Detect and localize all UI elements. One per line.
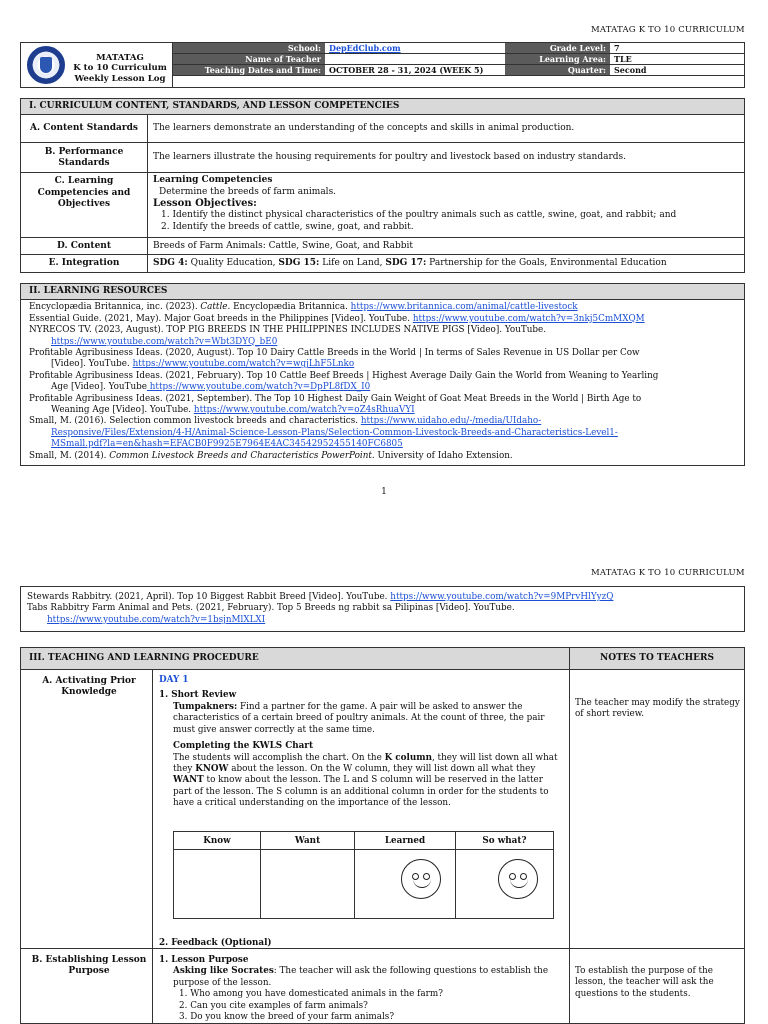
competencies-row [21, 173, 744, 238]
kwls-instructions: The students will accomplish the chart. On the K column, they will list down all what they KNOW about the lesson. On the W column, they will list down all what they WANT to know about the lesson. The L and S column will be reserved in the latter part of the lesson. The S column is an additional column in order for the students to have a critical understanding on the importance of the lesson. [173, 752, 558, 809]
grade-label: Grade Level: [505, 43, 610, 53]
integration-value: SDG 4: Quality Education, SDG 15: Life on Land, SDG 17: Partnership for the Goals, Environmental Education [153, 258, 667, 269]
notes-title: NOTES TO TEACHERS [600, 653, 714, 663]
quarter-label: Quarter: [505, 65, 610, 75]
competencies-title: Learning Competencies [153, 175, 273, 186]
establishing-purpose-label: B. Establishing Lesson Purpose [31, 955, 147, 977]
activating-content [159, 675, 564, 810]
kwls-header-want: Want [261, 832, 355, 850]
question-1: 1. Who among you have domesticated animals in the farm? [179, 989, 443, 1000]
performance-standards-row [21, 143, 744, 173]
resource-item: NYRECOS TV. (2023, August). TOP PIG BREEDS IN THE PHILIPPINES INCLUDES NATIVE PIGS [Video]. YouTube. [29, 325, 547, 336]
header-row-teacher [173, 54, 744, 65]
organization-name: MATATAG K to 10 Curriculum Weekly Lesson Log [73, 53, 167, 84]
competencies-label: C. Learning Competencies and Objectives [21, 173, 148, 237]
objectives-title: Lesson Objectives: [153, 197, 257, 209]
procedure-header-row [21, 648, 744, 670]
day-label: DAY 1 [159, 675, 189, 685]
section1-title: I. CURRICULUM CONTENT, STANDARDS, AND LESSON COMPETENCIES [21, 99, 744, 115]
curriculum-content-section [20, 98, 745, 273]
question-3: 3. Do you know the breed of your farm animals? [179, 1012, 395, 1023]
performance-standards-value: The learners illustrate the housing requirements for poultry and livestock based on industry standards. [153, 152, 627, 163]
smiley-face-icon [401, 859, 441, 899]
content-value: Breeds of Farm Animals: Cattle, Swine, Goat, and Rabbit [153, 240, 414, 251]
grade-value: 7 [614, 43, 620, 53]
competency-text: Determine the breeds of farm animals. [159, 186, 337, 197]
curriculum-header: MATATAG K TO 10 CURRICULUM [591, 25, 745, 35]
socrates-text: Asking like Socrates: The teacher will ask the following questions to establish the purpose of the lesson. [173, 966, 549, 988]
content-label: D. Content [21, 238, 148, 254]
activating-note: The teacher may modify the strategy of short review. [575, 698, 740, 720]
header-row-blank [173, 76, 744, 87]
dates-label: Teaching Dates and Time: [173, 65, 325, 75]
smiley-face-icon [498, 859, 538, 899]
resource-item: Small, M. (2014). Common Livestock Breeds and Characteristics PowerPoint. University of Idaho Extension. [29, 450, 513, 461]
header-row-dates [173, 65, 744, 76]
area-label: Learning Area: [505, 54, 610, 64]
short-review-title: 1. Short Review [159, 690, 237, 701]
activating-prior-knowledge-label: A. Activating Prior Knowledge [42, 676, 136, 698]
curriculum-header-page2: MATATAG K TO 10 CURRICULUM [591, 568, 745, 578]
teaching-procedure-table [20, 647, 745, 1024]
kwls-header-sowhat: So what? [456, 832, 553, 850]
dates-value: OCTOBER 28 - 31, 2024 (WEEK 5) [329, 65, 484, 75]
competencies-value [148, 173, 744, 237]
resources-list: Encyclopædia Britannica, inc. (2023). Cattle. Encyclopædia Britannica. https://www.britannica.com/animal/cattle-livestock Essential Guide. (2021, May). Major Goat breeds in the Philippines [Video]. YouTube. https://www.youtube.com/watch?v=3nkj5CmMXQM NYRECOS TV. (2023, August). TOP PIG BREEDS IN THE PHILIPPINES INCLUDES NATIVE PIGS [Video]. YouTube. https://www.youtube.com/watch?v=Wbt3DYQ_bE0 Profitable Agribusiness Ideas. (2020, August). Top 10 Dairy Cattle Breeds in the World | In terms of Sales Revenue in US Dollar per Cow [Video]. YouTube. https://www.youtube.com/watch?v=wgjLhF5Lnko Profitable Agribusiness Ideas. (2021, February). Top 10 Cattle Beef Breeds | Highest Average Daily Gain the World from Weaning to Yearling Age [Video]. YouTube https://www.youtube.com/watch?v=DpPL8fDX_I0 Profitable Agribusiness Ideas. (2021, September). The Top 10 Highest Daily Gain Weight of Goat Meat Breeds in the World | Birth Age to Weaning Age [Video]. YouTube. https://www.youtube.com/watch?v=oZ4sRhuaVYI Small, M. (2016). Selection common livestock breeds and characteristics. https://www.uidaho.edu/-/media/UIdaho- Responsive/Files/Extension/4-H/Animal-Science-Lesson-Plans/Selection-Common-Livestock-Breeds-and-Characteristics-Level1- MSmall.pdf?la=en&hash=EFACB0F9925E7964E4AC34542952455140FC6805 Small, M. (2014). Common Livestock Breeds and Characteristics PowerPoint. University of Idaho Extension. [21, 300, 744, 465]
kwls-title: Completing the KWLS Chart [173, 741, 314, 752]
resource-item: Essential Guide. (2021, May). Major Goat breeds in the Philippines [Video]. YouTube. https://www.youtube.com/watch?v=3nkj5CmMXQM [29, 313, 645, 324]
establishing-note: To establish the purpose of the lesson, the teacher will ask the questions to the students. [575, 966, 714, 999]
feedback-title: 2. Feedback (Optional) [159, 938, 272, 948]
deped-seal-icon [27, 46, 65, 84]
quarter-value: Second [614, 65, 647, 75]
establishing-content [159, 955, 564, 1024]
kwls-header-learned: Learned [355, 832, 456, 850]
question-2: 2. Can you cite examples of farm animals? [179, 1000, 368, 1011]
procedure-title: III. TEACHING AND LEARNING PROCEDURE [29, 653, 259, 663]
performance-standards-label: B. Performance Standards [21, 143, 148, 172]
objective-1: 1. Identify the distinct physical characteristics of the poultry animals such as cattle, swine, goat, and rabbit; and [161, 210, 677, 221]
resource-item: Profitable Agribusiness Ideas. (2021, September). The Top 10 Highest Daily Gain Weight of Goat Meat Breeds in the World | Birth Age to [29, 393, 642, 404]
section2-title: II. LEARNING RESOURCES [21, 284, 744, 300]
objective-2: 2. Identify the breeds of cattle, swine, goat, and rabbit. [161, 221, 414, 232]
teacher-label: Name of Teacher [173, 54, 325, 64]
content-standards-label: A. Content Standards [21, 115, 148, 142]
resource-item: Profitable Agribusiness Ideas. (2021, February). Top 10 Cattle Beef Breeds | Highest Average Daily Gain the World from Weaning to Yearling [29, 370, 659, 381]
lesson-log-header-table [20, 42, 745, 88]
resource-item: Profitable Agribusiness Ideas. (2020, August). Top 10 Dairy Cattle Breeds in the World | In terms of Sales Revenue in US Dollar per Cow [29, 347, 640, 358]
kwls-chart [173, 831, 554, 919]
integration-label: E. Integration [21, 255, 148, 272]
resource-item: Stewards Rabbitry. (2021, April). Top 10 Biggest Rabbit Breed [Video]. YouTube. https://www.youtube.com/watch?v=9MPrvHlYyzQ [27, 592, 614, 602]
teacher-value [325, 54, 505, 64]
school-label: School: [173, 43, 325, 53]
content-standards-row [21, 115, 744, 143]
lesson-purpose-title: 1. Lesson Purpose [159, 955, 249, 965]
content-standards-value: The learners demonstrate an understanding of the concepts and skills in animal production. [153, 123, 575, 134]
resource-item: Small, M. (2016). Selection common livestock breeds and characteristics. https://www.uidaho.edu/-/media/UIdaho- [29, 416, 542, 427]
page-number: 1 [381, 487, 387, 497]
content-row [21, 238, 744, 255]
header-row-school [173, 43, 744, 54]
resource-item: Encyclopædia Britannica, inc. (2023). Cattle. Encyclopædia Britannica. https://www.britannica.com/animal/cattle-livestock [29, 302, 578, 313]
kwls-header-know: Know [174, 832, 261, 850]
school-link[interactable]: DepEdClub.com [329, 43, 401, 53]
resource-item: Tabs Rabbitry Farm Animal and Pets. (2021, February). Top 5 Breeds ng rabbit sa Pilipinas [Video]. YouTube. [27, 603, 515, 614]
integration-row [21, 255, 744, 272]
learning-resources-section [20, 283, 745, 466]
tumpakners-text: Tumpakners: Find a partner for the game. A pair will be asked to answer the characteristics of a certain breed of poultry animals. At the count of three, the pair must give answer correctly at the same time. [173, 701, 545, 735]
area-value: TLE [614, 54, 632, 64]
logo-cell [21, 43, 173, 87]
resources-continued: Stewards Rabbitry. (2021, April). Top 10 Biggest Rabbit Breed [Video]. YouTube. https://www.youtube.com/watch?v=9MPrvHlYyzQ Tabs Rabbitry Farm Animal and Pets. (2021, February). Top 5 Breeds ng rabbit sa Pilipinas [Video]. YouTube. https://www.youtube.com/watch?v=1bsjnMlXLXI [20, 586, 745, 632]
